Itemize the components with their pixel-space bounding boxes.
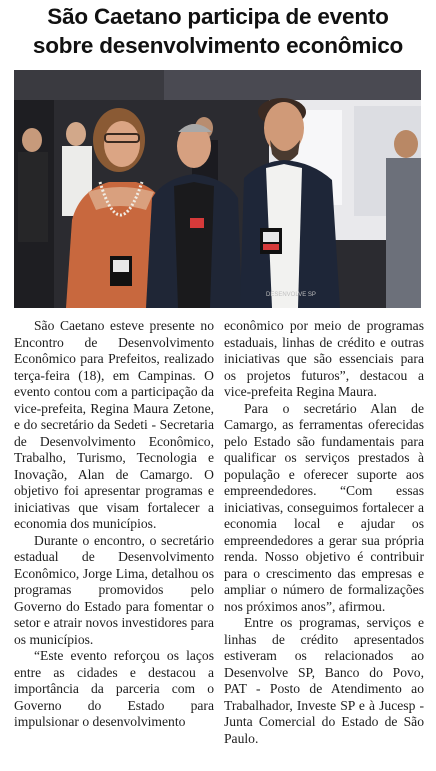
article-paragraph: Entre os programas, serviços e linhas de crédito apresentados estiveram os relacionados ao Desenvolve SP, Banco do Povo, PAT - Posto de Atendimento ao Trabalhador, Investe SP e à Jucesp - Junta Comercial do Estado de São Paulo. — [224, 615, 424, 746]
event-photo-illustration — [14, 70, 421, 308]
photo-badge-text: DESENVOLVE SP — [266, 292, 316, 298]
event-photo — [14, 70, 421, 308]
article-column-left — [14, 318, 214, 731]
article-paragraph: Para o secretário Alan de Camargo, as ferramentas oferecidas pelo Estado são fundamentais para qualificar os serviços prestados à população e oferecer suporte aos empreendedores. “Com essas iniciativas, conseguimos fortalecer a economia local e ajudar os empreendedores a gerar sua própria renda. Nosso objetivo é contribuir para o crescimento das empresas e ampliar o número de formalizações nos próximos anos”, afirmou. — [224, 400, 424, 614]
headline — [8, 2, 428, 60]
article-paragraph: “Este evento reforçou os laços entre as cidades e destacou a importância da parceria com o Governo do Estado para impulsionar o desenvolvimento — [14, 648, 214, 729]
article-paragraph: São Caetano esteve presente no Encontro de Desenvolvimento Econômico para Prefeitos, realizado terça-feira (18), em Campinas. O evento contou com a participação da vice-prefeita, Regina Maura Zetone, e do secretário da Sedeti - Secretaria de Desenvolvimento Econômico, Trabalho, Turismo, Tecnologia e Inovação, Alan de Camargo. O objetivo foi apresentar programas e iniciativas que visam fortalecer a economia dos municípios. — [14, 318, 214, 531]
article-column-right — [224, 318, 424, 747]
headline-line-1: São Caetano participa de evento — [47, 4, 389, 29]
article-paragraph: Durante o encontro, o secretário estadual de Desenvolvimento Econômico, Jorge Lima, detalhou os programas promovidos pelo Governo do Estado para fomentar o setor e atrair novos investidores para os municípios. — [14, 532, 214, 647]
headline-line-2: sobre desenvolvimento econômico — [32, 33, 404, 58]
article-paragraph-continuation: econômico por meio de programas estaduais, linhas de crédito e outras iniciativas que são essenciais para os projetos futuros”, destacou a vice-prefeita Regina Maura. — [224, 318, 424, 399]
